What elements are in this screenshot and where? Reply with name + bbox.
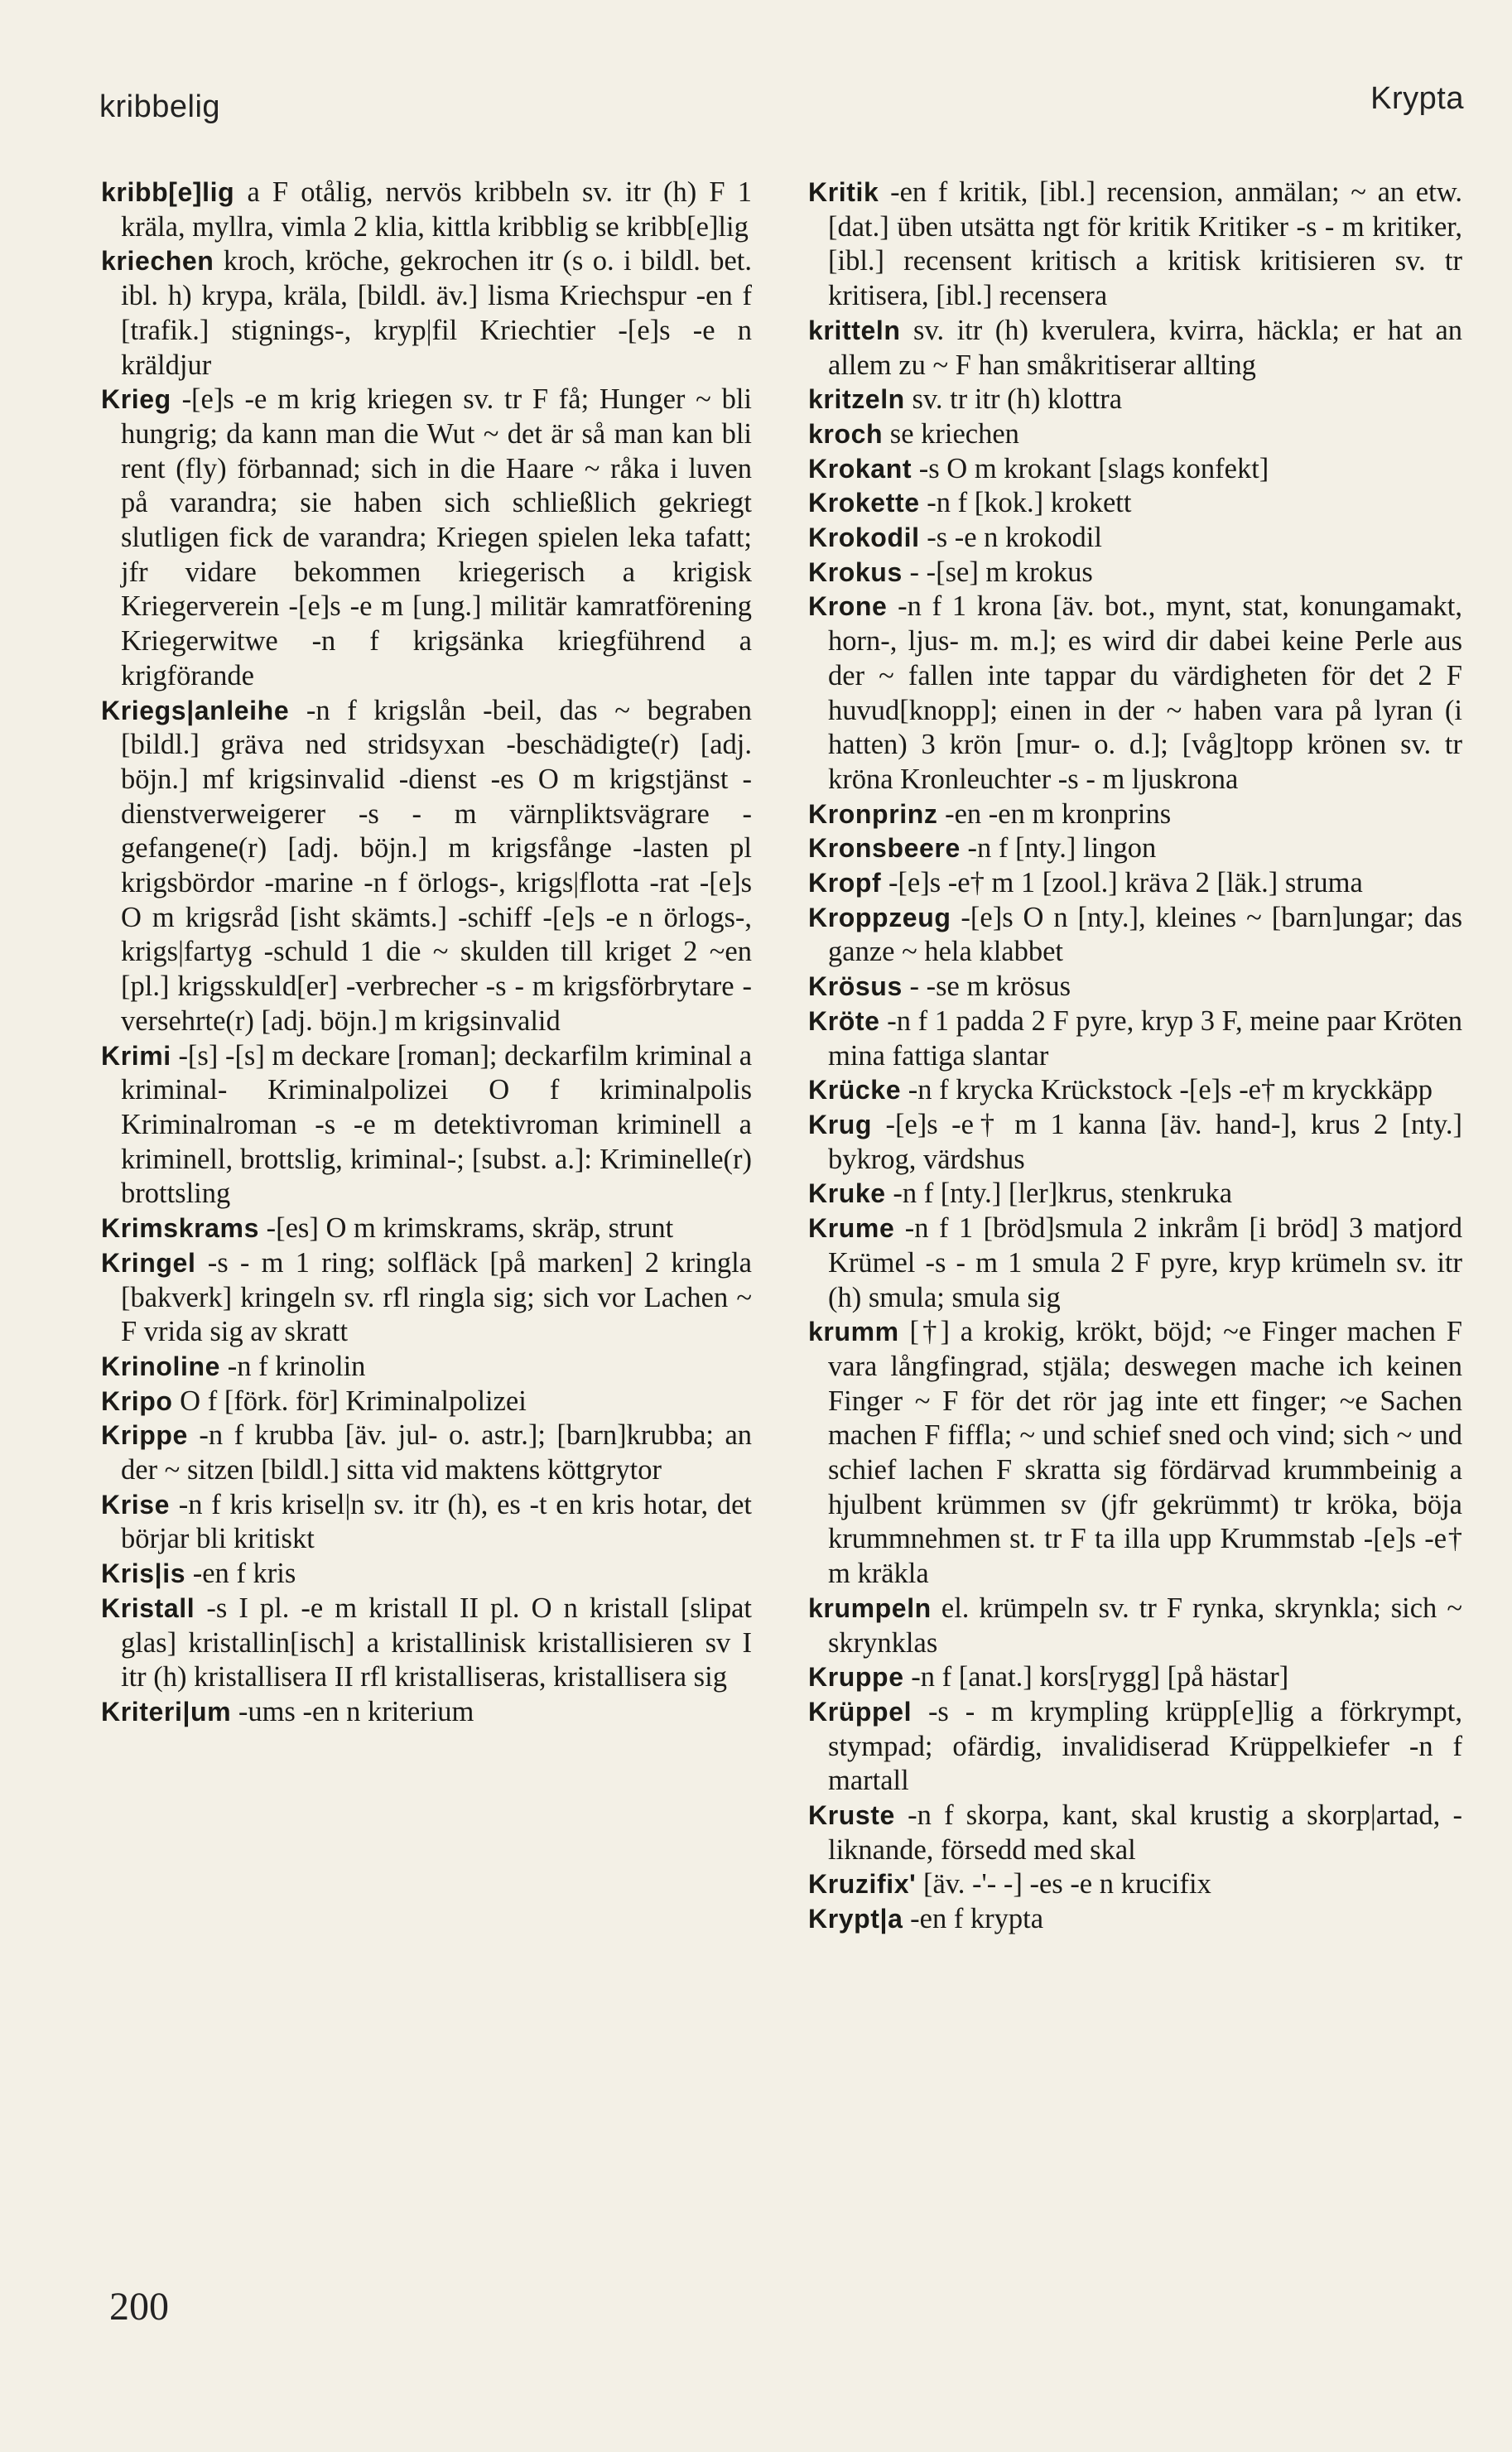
dictionary-entry	[101, 694, 752, 1039]
entry-definition: -n f [kok.] krokett	[927, 487, 1132, 519]
entry-headword: Krypt|a	[808, 1904, 903, 1934]
entry-headword: krumm	[808, 1317, 899, 1347]
dictionary-entry	[808, 901, 1462, 970]
dictionary-entry	[808, 831, 1462, 866]
entry-definition: -[e]s O n [nty.], kleines ~ [barn]ungar; das ganze ~ hela klabbet	[828, 901, 1463, 968]
entry-headword: Kronsbeere	[808, 833, 961, 864]
entry-headword: Kruppe	[808, 1662, 904, 1693]
dictionary-entry	[808, 970, 1462, 1004]
entry-definition: kroch, kröche, gekrochen itr (s o. i bildl. bet. ibl. h) krypa, kräla, [bildl. äv.] lisma Kriechspur -en f [trafik.] stignings-, kryp|fil Kriechtier -[e]s -e n kräldjur	[121, 245, 753, 381]
entry-definition: se kriechen	[889, 417, 1019, 450]
entry-definition: - -se m krösus	[909, 971, 1071, 1003]
entry-definition: -[es] O m krimskrams, skräp, strunt	[266, 1212, 674, 1245]
entry-definition: -n f [nty.] lingon	[967, 832, 1157, 865]
running-head-left: kribbelig	[99, 89, 221, 124]
dictionary-entry	[101, 1350, 752, 1385]
dictionary-entry	[808, 590, 1462, 797]
entry-definition: -[e]s -e† m 1 kanna [äv. hand-], krus 2 [nty.] bykrog, värdshus	[828, 1108, 1462, 1175]
entry-definition: [†] a krokig, krökt, böjd; ~e Finger machen F vara långfingrad, stjäla; deswegen mache ich keinen Finger ~ F för det rör jag inte ett finger; ~e Sachen machen F fiffla; ~ und schief sned och vind; sich ~ und schief lachen F skratta sig fördärvad krummbeinig a hjulbent krümmen sv (jfr gekrümmt) tr kröka, böja krummnehmen st. tr F ta illa upp Krummstab -[e]s -e† m kräkla	[828, 1316, 1462, 1590]
dictionary-entry	[808, 1867, 1462, 1902]
page-number: 200	[109, 2285, 169, 2329]
entry-headword: kroch	[808, 418, 884, 449]
dictionary-entry	[808, 1315, 1462, 1592]
entry-definition: -[s] -[s] m deckare [roman]; deckarfilm kriminal a kriminal- Kriminalpolizei O f kriminalpolis Kriminalroman -s -e m detektivroman kriminell a kriminell, brottslig, kriminal-; [subst. a.]: Kriminelle(r) brottsling	[121, 1039, 753, 1210]
entry-headword: Kriteri|um	[101, 1696, 232, 1727]
dictionary-entry	[808, 417, 1462, 452]
entry-definition: O f [förk. för] Kriminalpolizei	[180, 1385, 527, 1417]
entry-headword: Kruke	[808, 1178, 886, 1209]
dictionary-entry	[808, 1212, 1462, 1315]
entry-definition: sv. tr itr (h) klottra	[912, 383, 1123, 416]
dictionary-entry	[808, 383, 1462, 417]
entry-definition: -en f kris	[192, 1558, 296, 1590]
dictionary-entry	[101, 244, 752, 383]
entry-headword: Krokant	[808, 453, 912, 484]
dictionary-entry	[808, 1004, 1462, 1073]
dictionary-entry	[808, 556, 1462, 590]
entry-definition: -n f 1 padda 2 F pyre, kryp 3 F, meine paar Kröten mina fattiga slantar	[828, 1004, 1463, 1072]
entry-definition: -n f krubba [äv. jul- o. astr.]; [barn]krubba; an der ~ sitzen [bildl.] sitta vid maktens köttgrytor	[121, 1419, 753, 1486]
entry-headword: Krösus	[808, 971, 903, 1002]
entry-headword: Kruzifix'	[808, 1869, 917, 1900]
entry-headword: Krokodil	[808, 523, 920, 553]
entry-headword: Kristall	[101, 1592, 195, 1623]
dictionary-entry	[808, 176, 1462, 314]
entry-definition: [äv. -'- -] -es -e n krucifix	[922, 1868, 1211, 1900]
entry-headword: Kritik	[808, 177, 879, 207]
entry-definition: -en f kritik, [ibl.] recension, anmälan; ~ an etw. [dat.] üben utsätta ngt för kritik Kritiker -s - m kritiker, [ibl.] recensent kritisch a kritisk kritisieren sv. tr kritisera, [ibl.] recensera	[828, 176, 1462, 312]
entry-headword: Kronprinz	[808, 798, 938, 829]
dictionary-entry	[101, 1592, 752, 1695]
entry-definition: -[e]s -e m krig kriegen sv. tr F få; Hunger ~ bli hungrig; da kann man die Wut ~ det är så man kan bli rent (fly) förbannad; sich in die Haare ~ råka i luven på varandra; sie haben sich schließlich gekriegt slutligen fick de varandra; Kriegen spielen leka tafatt; jfr vidare bekommen kriegerisch a krigisk Kriegerverein -[e]s -e m [ung.] militär kamratförening Kriegerwitwe -n f krigsänka kriegführend a krigförande	[121, 383, 752, 691]
entry-definition: -ums -en n kriterium	[238, 1695, 474, 1727]
running-head-right: Krypta	[1370, 81, 1464, 116]
entry-definition: -n f [nty.] [ler]krus, stenkruka	[893, 1178, 1233, 1210]
entry-headword: Krinoline	[101, 1351, 221, 1381]
entry-definition: -s I pl. -e m kristall II pl. O n kristall [slipat glas] kristallin[isch] a kristallinisk kristallisieren sv I itr (h) kristallisera II rfl kristalliseras, kristallisera sig	[121, 1592, 752, 1693]
dictionary-entry	[808, 1592, 1462, 1660]
dictionary-entry	[808, 1799, 1462, 1867]
dictionary-entry	[101, 1419, 752, 1487]
dictionary-entry	[101, 1557, 752, 1592]
dictionary-entry	[101, 1385, 752, 1419]
entry-definition: -n f [anat.] kors[rygg] [på hästar]	[911, 1661, 1289, 1693]
dictionary-entry	[808, 314, 1462, 383]
entry-headword: Krug	[808, 1109, 873, 1139]
left-column	[101, 176, 752, 1730]
dictionary-entry	[101, 1246, 752, 1350]
entry-headword: Krume	[808, 1213, 895, 1244]
entry-headword: Krimskrams	[101, 1213, 259, 1244]
entry-definition: -s - m krympling krüpp[e]lig a förkrympt, stympad; ofärdig, invalidiserad Krüppelkiefer -n f martall	[828, 1695, 1462, 1797]
entry-headword: Kroppzeug	[808, 902, 951, 932]
dictionary-entry	[101, 1695, 752, 1730]
entry-headword: Kröte	[808, 1005, 880, 1036]
entry-headword: Kringel	[101, 1247, 196, 1278]
dictionary-entry	[808, 521, 1462, 556]
dictionary-entry	[808, 1108, 1462, 1177]
entry-headword: Krokette	[808, 488, 920, 518]
dictionary-entry	[808, 452, 1462, 487]
entry-headword: Krimi	[101, 1040, 171, 1071]
dictionary-entry	[808, 486, 1462, 521]
entry-definition: -en -en m kronprins	[945, 797, 1172, 830]
entry-headword: Krone	[808, 591, 888, 622]
dictionary-entry	[808, 1177, 1462, 1212]
dictionary-entry	[101, 1039, 752, 1212]
entry-headword: kritzeln	[808, 384, 905, 415]
entry-headword: Krücke	[808, 1075, 902, 1106]
dictionary-entry	[101, 176, 752, 244]
entry-headword: Krise	[101, 1489, 171, 1520]
entry-headword: Kripo	[101, 1385, 173, 1416]
dictionary-entry	[101, 1488, 752, 1557]
entry-definition: a F otålig, nervös kribbeln sv. itr (h) F 1 kräla, myllra, vimla 2 klia, kittla kribblig se kribb[e]lig	[121, 176, 752, 243]
entry-headword: Krieg	[101, 384, 171, 415]
entry-definition: -n f skorpa, kant, skal krustig a skorp|artad, -liknande, försedd med skal	[828, 1799, 1462, 1866]
entry-headword: kritteln	[808, 315, 901, 345]
entry-headword: Kruste	[808, 1800, 895, 1831]
entry-headword: Krippe	[101, 1420, 188, 1451]
dictionary-entry	[808, 1660, 1462, 1695]
entry-definition: sv. itr (h) kverulera, kvirra, häckla; er hat an allem zu ~ F han småkritiserar allting	[828, 314, 1463, 381]
entry-headword: Kriegs|anleihe	[101, 695, 290, 725]
entry-headword: kriechen	[101, 246, 214, 277]
entry-definition: -s O m krokant [slags konfekt]	[918, 452, 1269, 484]
dictionary-entry	[808, 1073, 1462, 1108]
dictionary-entry	[808, 1695, 1462, 1799]
dictionary-entry	[808, 1902, 1462, 1937]
entry-definition: -[e]s -e† m 1 [zool.] kräva 2 [läk.] struma	[888, 867, 1363, 899]
entry-headword: Krüppel	[808, 1696, 912, 1727]
dictionary-entry	[101, 1212, 752, 1246]
dictionary-entry	[101, 383, 752, 693]
entry-definition: - -[se] m krokus	[909, 556, 1093, 588]
entry-headword: Krokus	[808, 556, 903, 587]
entry-definition: -n f krinolin	[227, 1350, 366, 1382]
entry-definition: -en f krypta	[910, 1903, 1044, 1935]
dictionary-entry	[808, 866, 1462, 901]
entry-definition: -s - m 1 ring; solfläck [på marken] 2 kringla [bakverk] kringeln sv. rfl ringla sig; sich vor Lachen ~ F vrida sig av skratt	[121, 1246, 752, 1348]
entry-definition: -n f krigslån -beil, das ~ begraben [bildl.] gräva ned stridsyxan -beschädigte(r) [adj. böjn.] mf krigsinvalid -dienst -es O m krigstjänst -dienstverweigerer -s - m värnpliktsvägrare -gefangene(r) [adj. böjn.] m krigsfånge -lasten pl krigsbördor -marine -n f örlogs-, krigs|flotta -rat -[e]s O m krigsråd [isht skämts.] -schiff -[e]s -e n örlogs-, krigs|fartyg -schuld 1 die ~ skulden till kriget 2 ~en [pl.] krigsskuld[er] -verbrecher -s - m krigsförbrytare -versehrte(r) [adj. böjn.] m krigsinvalid	[121, 694, 752, 1037]
entry-headword: kribb[e]lig	[101, 177, 235, 207]
entry-definition: -n f krycka Krückstock -[e]s -e† m kryckkäpp	[908, 1074, 1433, 1106]
entry-headword: krumpeln	[808, 1592, 932, 1623]
entry-definition: -n f 1 [bröd]smula 2 inkråm [i bröd] 3 matjord Krümel -s - m 1 smula 2 F pyre, kryp krümeln sv. itr (h) smula; smula sig	[828, 1212, 1462, 1313]
dictionary-entry	[808, 797, 1462, 832]
entry-headword: Kris|is	[101, 1558, 186, 1589]
entry-definition: -s -e n krokodil	[927, 522, 1102, 554]
right-column	[808, 176, 1462, 1937]
entry-definition: -n f 1 krona [äv. bot., mynt, stat, konungamakt, horn-, ljus- m. m.]; es wird dir dabei keine Perle aus der ~ fallen inte tappar du värdigheten för det 2 F huvud[knopp]; einen in der ~ haben vara på lyran (i hatten) 3 krön [mur- o. d.]; [våg]topp krönen sv. tr kröna Kronleuchter -s - m ljuskrona	[828, 590, 1462, 795]
entry-definition: -n f kris krisel|n sv. itr (h), es -t en kris hotar, det börjar bli kritiskt	[121, 1488, 753, 1555]
entry-headword: Kropf	[808, 868, 882, 898]
entry-definition: el. krümpeln sv. tr F rynka, skrynkla; sich ~ skrynklas	[828, 1592, 1462, 1659]
